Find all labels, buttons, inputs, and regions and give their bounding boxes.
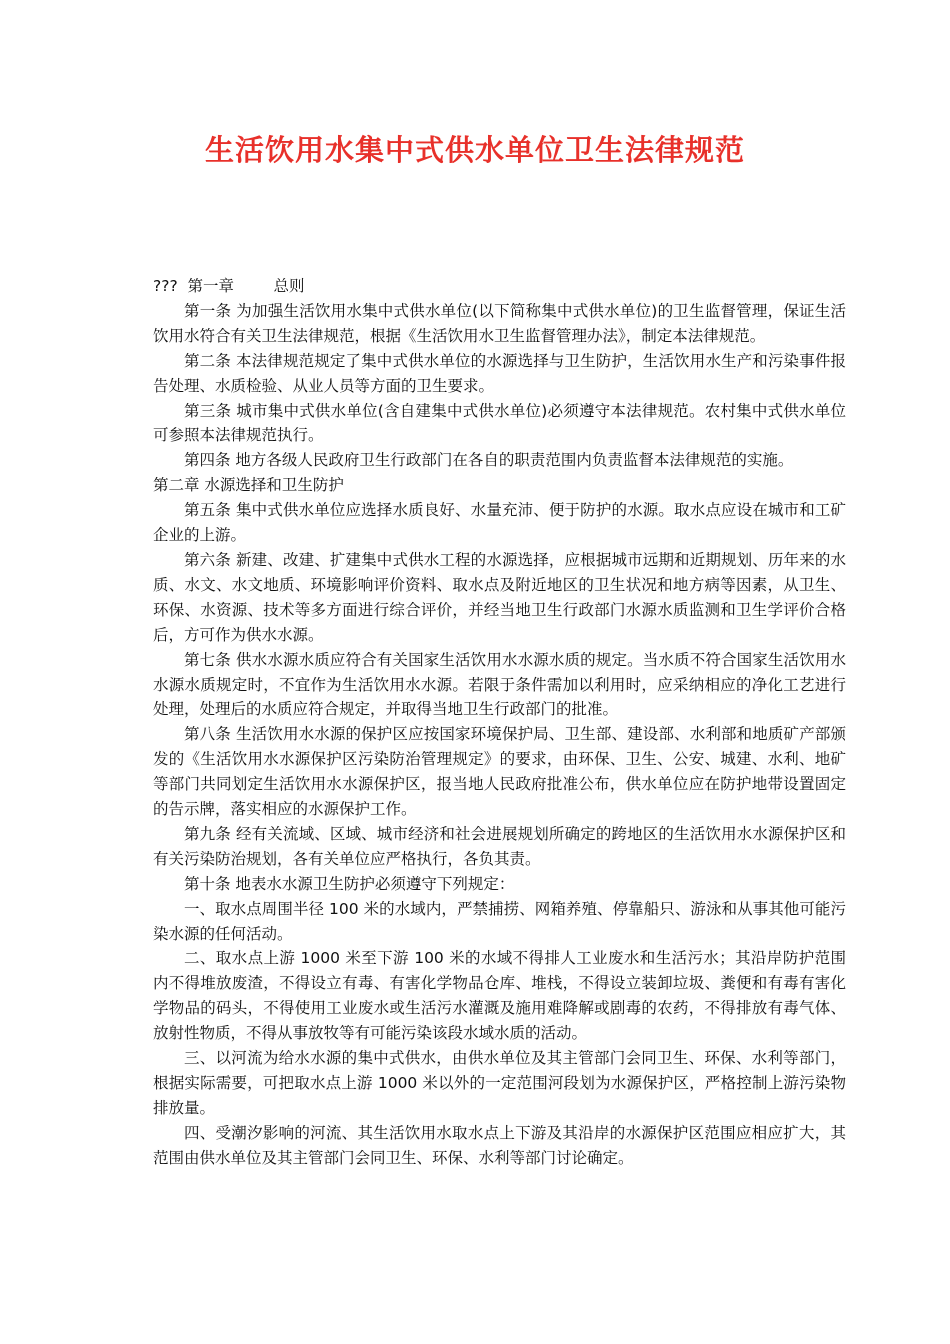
article-1: 第一条 为加强生活饮用水集中式供水单位(以下简称集中式供水单位)的卫生监督管理，保证生活饮用水符合有关卫生法律规范，根据《生活饮用水卫生监督管理办法》，制定本法律规范。 [153, 301, 846, 345]
document-body [153, 274, 846, 1171]
chapter-name: 总则 [273, 277, 305, 295]
clause-3: 三、以河流为给水水源的集中式供水，由供水单位及其主管部门会同卫生、环保、水利等部门，根据实际需要，可把取水点上游 1000 米以外的一定范围河段划为水源保护区，严格控制上游污染物排放量。 [153, 1049, 846, 1117]
article-9: 第九条 经有关流域、区域、城市经济和社会进展规划所确定的跨地区的生活饮用水水源保护区和有关污染防治规划，各有关单位应严格执行，各负其责。 [153, 824, 846, 868]
article-4: 第四条 地方各级人民政府卫生行政部门在各自的职责范围内负责监督本法律规范的实施。 [184, 451, 794, 470]
clause-4: 四、受潮汐影响的河流、其生活饮用水取水点上下游及其沿岸的水源保护区范围应相应扩大，其范围由供水单位及其主管部门会同卫生、环保、水利等部门讨论确定。 [153, 1123, 846, 1167]
article-10: 第十条 地表水水源卫生防护必须遵守下列规定： [184, 874, 515, 893]
clause-2: 二、取水点上游 1000 米至下游 100 米的水域不得排人工业废水和生活污水；其沿岸防护范围内不得堆放废渣，不得设立有毒、有害化学物品仓库、堆栈，不得设立装卸垃圾、粪便和有毒有害化学物品的码头，不得使用工业废水或生活污水灌溉及施用难降解或剧毒的农药，不得排放有毒气体、放射性物质，不得从事放牧等有可能污染该段水域水质的活动。 [153, 949, 846, 1043]
chapter-heading-1 [153, 274, 846, 299]
article-2: 第二条 本法律规范规定了集中式供水单位的水源选择与卫生防护，生活饮用水生产和污染事件报告处理、水质检验、从业人员等方面的卫生要求。 [153, 351, 846, 395]
article-5: 第五条 集中式供水单位应选择水质良好、水量充沛、便于防护的水源。取水点应设在城市和工矿企业的上游。 [153, 501, 846, 545]
chapter-prefix: ??? [153, 277, 178, 295]
article-8: 第八条 生活饮用水水源的保护区应按国家环境保护局、卫生部、建设部、水利部和地质矿产部颁发的《生活饮用水水源保护区污染防治管理规定》的要求，由环保、卫生、公安、城建、水利、地矿等部门共同划定生活饮用水水源保护区，报当地人民政府批准公布，供水单位应在防护地带设置固定的告示牌，落实相应的水源保护工作。 [153, 725, 846, 819]
chapter-label: 第一章 [187, 277, 235, 295]
clause-1: 一、取水点周围半径 100 米的水域内，严禁捕捞、网箱养殖、停靠船只、游泳和从事其他可能污染水源的任何活动。 [153, 899, 846, 943]
document-title: 生活饮用水集中式供水单位卫生法律规范 [204, 133, 745, 167]
article-7: 第七条 供水水源水质应符合有关国家生活饮用水水源水质的规定。当水质不符合国家生活饮用水水源水质规定时，不宜作为生活饮用水水源。若限于条件需加以利用时，应采纳相应的净化工艺进行处理，处理后的水质应符合规定，并取得当地卫生行政部门的批准。 [153, 650, 846, 719]
chapter-heading-2: 第二章 水源选择和卫生防护 [153, 476, 344, 495]
article-3: 第三条 城市集中式供水单位(含自建集中式供水单位)必须遵守本法律规范。农村集中式供水单位可参照本法律规范执行。 [153, 401, 846, 445]
article-6: 第六条 新建、改建、扩建集中式供水工程的水源选择，应根据城市远期和近期规划、历年来的水质、水文、水文地质、环境影响评价资料、取水点及附近地区的卫生状况和地方病等因素，从卫生、环保、水资源、技术等多方面进行综合评价，并经当地卫生行政部门水源水质监测和卫生学评价合格后，方可作为供水水源。 [153, 550, 846, 644]
